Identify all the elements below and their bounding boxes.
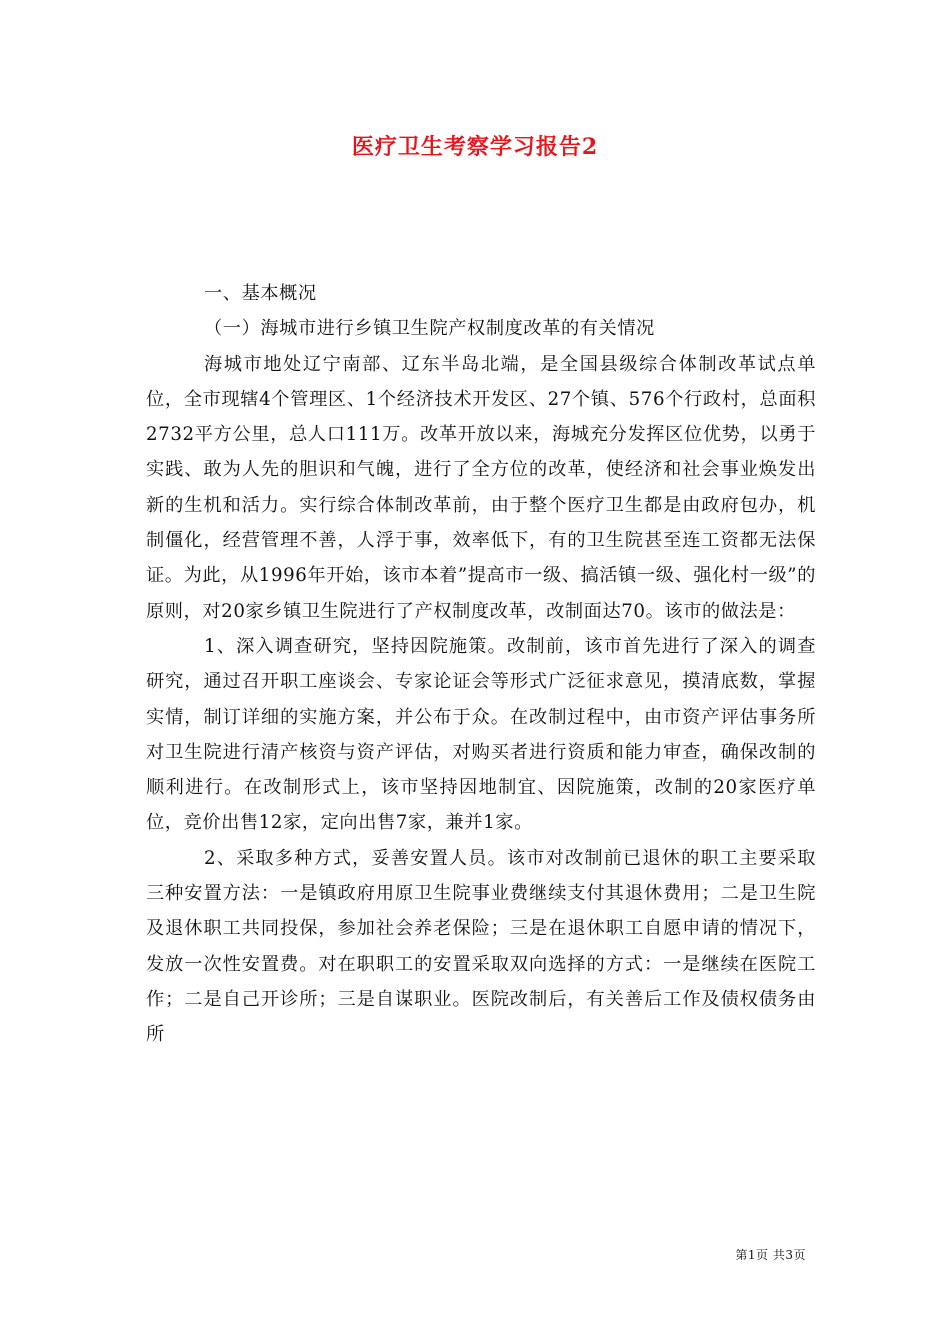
paragraph-overview: 海城市地处辽宁南部、辽东半岛北端，是全国县级综合体制改革试点单位，全市现辖4个管理区、1个经济技术开发区、27个镇、576个行政村，总面积2732平方公里，总人口111万。改革开放以来，海城充分发挥区位优势，以勇于实践、敢为人先的胆识和气魄，进行了全方位的改革，使经济和社会事业焕发出新的生机和活力。实行综合体制改革前，由于整个医疗卫生都是由政府包办，机制僵化，经营管理不善，人浮于事，效率低下，有的卫生院甚至连工资都无法保证。为此，从1996年开始，该市本着”提高市一级、搞活镇一级、强化村一级”的原则，对20家乡镇卫生院进行了产权制度改革，改制面达70。该市的做法是： bbox=[146, 353, 816, 622]
paragraph-investigation: 1、深入调查研究，坚持因院施策。改制前，该市首先进行了深入的调查研究，通过召开职工座谈会、专家论证会等形式广泛征求意见，摸清底数，掌握实情，制订详细的实施方案，并公布于众。在改制过程中，由市资产评估事务所对卫生院进行清产核资与资产评估，对购买者进行资质和能力审查，确保改制的顺利进行。在改制形式上，该市坚持因地制宜、因院施策，改制的20家医疗单位，竞价出售12家，定向出售7家，兼并1家。 bbox=[146, 635, 816, 834]
paragraph-staff-placement: 2、采取多种方式，妥善安置人员。该市对改制前已退休的职工主要采取三种安置方法：一是镇政府用原卫生院事业费继续支付其退休费用；二是卫生院及退休职工共同投保，参加社会养老保险；三是在退休职工自愿申请的情况下，发放一次性安置费。对在职职工的安置采取双向选择的方式：一是继续在医院工作；二是自己开诊所；三是自谋职业。医院改制后，有关善后工作及债权债务由所 bbox=[146, 847, 816, 1046]
page-number-footer: 第1页 共3页 bbox=[735, 1248, 806, 1262]
document-body bbox=[146, 276, 816, 1053]
section-heading: 一、基本概况 bbox=[204, 283, 317, 304]
subsection-heading: （一）海城市进行乡镇卫生院产权制度改革的有关情况 bbox=[204, 318, 655, 340]
document-title: 医疗卫生考察学习报告2 bbox=[351, 134, 599, 160]
